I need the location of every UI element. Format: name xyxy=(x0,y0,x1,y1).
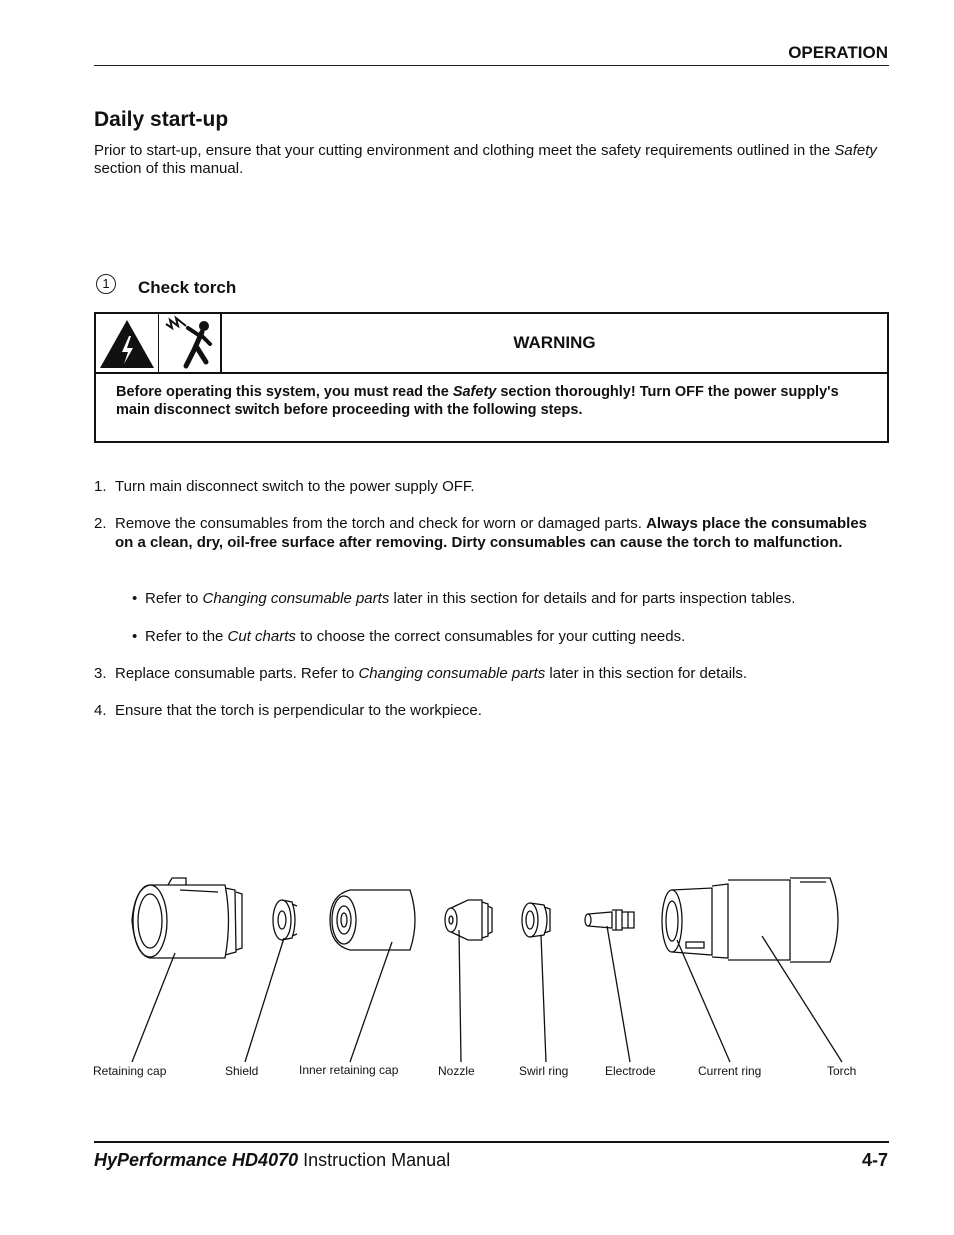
intro-safety-ref: Safety xyxy=(834,142,877,159)
list-text xyxy=(115,664,885,683)
electrode-drawing xyxy=(585,910,634,930)
footer-manual: Instruction Manual xyxy=(298,1150,451,1170)
electric-shock-person-icon xyxy=(158,314,222,372)
swirl-ring-drawing xyxy=(522,903,550,937)
bullet-text xyxy=(145,627,885,646)
part-label-swirl-ring: Swirl ring xyxy=(519,1064,569,1078)
list-text xyxy=(115,514,885,552)
intro-paragraph xyxy=(94,142,884,178)
intro-text-post: section of this manual. xyxy=(94,160,244,177)
nozzle-drawing xyxy=(445,900,492,940)
list-text-pre: Replace consumable parts. Refer to xyxy=(115,665,359,682)
shield-drawing xyxy=(273,900,297,940)
bullet-text-post: to choose the correct consumables for your cutting needs. xyxy=(295,628,686,645)
retaining-cap-drawing xyxy=(132,878,242,958)
list-text: Ensure that the torch is perpendicular to the workpiece. xyxy=(115,702,482,719)
intro-text-pre: Prior to start-up, ensure that your cutting environment and clothing meet the safety requirements outlined in the xyxy=(94,142,835,159)
warning-text-post: section thoroughly! Turn OFF the power supply's main disconnect switch before proceeding with the following steps. xyxy=(116,384,839,418)
part-label-current-ring: Current ring xyxy=(698,1064,762,1078)
torch-consumables-diagram xyxy=(0,860,954,1070)
list-text-post: later in this section for details. xyxy=(545,665,748,682)
footer-rule xyxy=(94,1141,889,1143)
list-number: 2. xyxy=(94,515,107,532)
bullet-ref: Changing consumable parts xyxy=(202,590,390,607)
page-number: 4-7 xyxy=(861,1150,888,1170)
bullet-mark: • xyxy=(132,590,138,607)
part-label-torch: Torch xyxy=(827,1064,857,1078)
inner-retaining-cap-drawing xyxy=(330,890,415,950)
warning-safety-ref: Safety xyxy=(452,384,497,400)
warning-header-row xyxy=(96,314,887,374)
part-label-retaining-cap: Retaining cap xyxy=(93,1064,167,1078)
list-ref: Changing consumable parts xyxy=(358,665,546,682)
list-text-bold: Always place the consumables on a clean, dry, oil-free surface after removing. Dirty consumables can cause the torch to malfunction. xyxy=(115,515,868,551)
warning-box xyxy=(94,312,889,443)
header-rule xyxy=(94,65,889,66)
page-title: Daily start-up xyxy=(94,108,229,131)
bullet-text xyxy=(145,589,885,608)
section-header: OPERATION xyxy=(788,43,888,62)
part-label-nozzle: Nozzle xyxy=(438,1064,475,1078)
warning-body xyxy=(116,383,867,419)
list-number: 4. xyxy=(94,702,107,719)
footer-brand: HyPerformance HD4070 xyxy=(94,1150,299,1170)
list-text-normal: Remove the consumables from the torch and check for worn or damaged parts. xyxy=(115,515,647,532)
electric-hazard-icon xyxy=(96,314,159,372)
part-label-shield: Shield xyxy=(225,1064,259,1078)
bullet-text-pre: Refer to xyxy=(145,590,203,607)
step-title: Check torch xyxy=(138,278,237,297)
bullet-text-pre: Refer to the xyxy=(145,628,228,645)
step-number-circle: 1 xyxy=(96,274,116,294)
footer-manual-title xyxy=(94,1150,450,1171)
bullet-ref: Cut charts xyxy=(227,628,296,645)
list-number: 1. xyxy=(94,478,107,495)
warning-text-pre: Before operating this system, you must read the xyxy=(116,384,453,400)
list-text: Turn main disconnect switch to the power supply OFF. xyxy=(115,478,475,495)
bullet-text-post: later in this section for details and for parts inspection tables. xyxy=(389,590,796,607)
part-label-electrode: Electrode xyxy=(605,1064,656,1078)
torch-drawing xyxy=(662,878,838,962)
part-label-inner-retaining-cap: Inner retaining cap xyxy=(299,1063,399,1077)
list-number: 3. xyxy=(94,665,107,682)
warning-label: WARNING xyxy=(513,333,596,352)
bullet-mark: • xyxy=(132,628,138,645)
